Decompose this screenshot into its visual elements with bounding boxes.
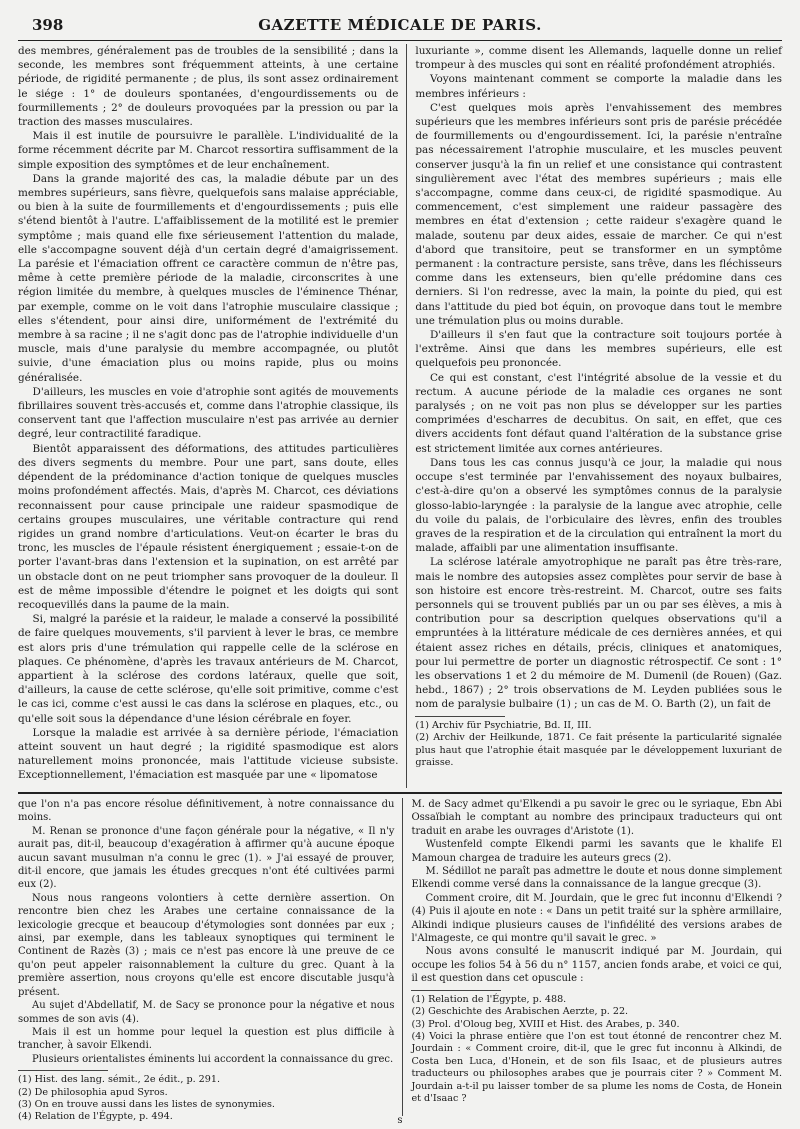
footnote-separator (18, 1070, 108, 1071)
paragraph: Si, malgré la parésie et la raideur, le malade a conservé la possibilité de faire quelques mouvements, s'il parvient à lever le bras, ce membre est alors pris d'une trémulation qui rappelle celle de la sclérose en plaques. Ce phénomène, d'après les travaux antérieurs de M. Charcot, appartient à la sclérose des cordons latéraux, quelle que soit, d'ailleurs, la cause de cette sclérose, qu'elle soit primitive, comme c'est le cas ici, comme c'est aussi le cas dans la sclérose en plaques, etc., ou qu'elle soit sous la dépendance d'une lésion cérébrale en foyer. (18, 613, 399, 725)
paragraph: Bientôt apparaissent des déformations, des attitudes particulières des divers segments du membre. Pour une part, sans doute, elles dépendent de la prédominance d'action tonique de quelques muscles moins profondément affectés. Mais, d'après M. Charcot, ces déviations reconnaissent pour cause principale une raideur spasmodique de certains groupes musculaires, une véritable contracture qui rend rigides un grand nombre d'articulations. Veut-on écarter le bras du tronc, les muscles de l'épaule résistent énergiquement ; essaie-t-on de porter l'avant-bras dans l'extension et la supination, on est arrêté par un obstacle dont on ne peut triompher sans provoquer de la douleur. Il est de même impossible d'étendre le poignet et les doigts qui sont recoquevillés dans la paume de la main. (18, 442, 399, 611)
running-head: GAZETTE MÉDICALE DE PARIS. (258, 16, 542, 34)
paragraph: M. de Sacy admet qu'Elkendi a pu savoir le grec ou le syriaque, Ebn Abi Ossaïbiah le comptant au nombre des principaux traducteurs qui ont traduit en arabe les ouvrages d'Aristote (1). (411, 799, 782, 837)
paragraph: Dans tous les cas connus jusqu'à ce jour, la maladie qui nous occupe s'est terminée par l'envahissement des noyaux bulbaires, c'est-à-dire qu'on a observé les symptômes connus de la paralysie glosso-labio-laryngée : la paralysie de la langue avec atrophie, celle du voile du palais, de l'orbiculaire des lèvres, enfin des troubles graves de la respiration et de la circulation qui entraînent la mort du malade, affaibli par une alimentation insuffisante. (415, 456, 782, 555)
paragraph: Plusieurs orientalistes éminents lui accordent la connaissance du grec. (32, 1053, 394, 1065)
footnote: (3) On en trouve aussi dans les listes de synonymies. (18, 1098, 275, 1110)
footnote: (1) Archiv für Psychiatrie, Bd. II, III. (415, 719, 592, 731)
paragraph: Nous nous rangeons volontiers à cette dernière assertion. On rencontre bien chez les Arabes une certaine connaissance de la lexicologie grecque et beaucoup d'étymologies sont données par eux ; ainsi, par exemple, dans les tableaux synoptiques qui terminent le Continent de Razès (3) ; mais ce n'est pas encore là une preuve de ce qu'on peut appeler raisonnablement la culture du grec. Quant à la première assertion, nous croyons qu'elle est encore discutable jusqu'à présent. (18, 892, 395, 998)
signature-mark: s (397, 1115, 403, 1126)
paragraph: luxuriante », comme disent les Allemands, laquelle donne un relief trompeur à des muscles qui sont en réalité profondément atrophiés. (415, 45, 782, 72)
paragraph: Voyons maintenant comment se comporte la maladie dans les membres inférieurs : (415, 73, 782, 100)
paragraph: Au sujet d'Abdellatif, M. de Sacy se prononce pour la négative et nous sommes de son avis (4). (18, 1000, 395, 1025)
feuilleton (18, 798, 782, 1123)
paragraph: C'est quelques mois après l'envahissement des membres supérieurs que les membres inférieurs sont pris de parésie précédée de fourmillements ou d'engourdissement. Ici, la parésie n'entraîne pas nécessairement l'atrophie musculaire, et les muscles peuvent conserver jusqu'à la fin un relief et une consistance qui contrastent singulièrement avec l'état des membres supérieurs ; mais elle s'accompagne, comme dans ceux-ci, de rigidité spasmodique. Au commencement, c'est simplement une raideur passagère des membres en état d'extension ; cette raideur s'exagère quand le malade, soutenu par deux aides, essaie de marcher. Ce qui n'est d'abord que transitoire, peut se transformer en un symptôme permanent : la contracture persiste, sans trêve, dans les fléchisseurs comme dans les extenseurs, bien qu'elle prédomine dans ces derniers. Si l'on redresse, avec la main, la pointe du pied, qui est dans l'attitude du pied bot équin, on provoque dans tout le membre une trémulation plus ou moins durable. (415, 101, 782, 327)
footnote: (1) Hist. des lang. sémit., 2e édit., p. 291. (18, 1074, 221, 1086)
right-column (407, 44, 782, 788)
footnote-separator (415, 716, 505, 717)
paragraph: D'ailleurs il s'en faut que la contracture soit toujours portée à l'extrême. Ainsi que dans les membres supérieurs, elle est quelquefois peu prononcée. (415, 329, 782, 370)
paragraph: Nous avons consulté le manuscrit indiqué par M. Jourdain, qui occupe les folios 54 à 56 du n° 1157, ancien fonds arabe, et voici ce qui, il est question dans cet opuscule : (411, 946, 782, 985)
bottom-left-column (18, 798, 403, 1123)
paragraph: Lorsque la maladie est arrivée à sa dernière période, l'émaciation atteint souvent un haut degré ; la rigidité spasmodique est alors naturellement moins prononcée, mais l'attitude vicieuse subsiste. Exceptionnellement, l'émaciation est masquée par une « lipomatose (18, 726, 399, 782)
paragraph: que l'on n'a pas encore résolue définitivement, à notre connaissance du moins. (18, 799, 395, 824)
page-number: 398 (32, 16, 64, 34)
paragraph: Mais il est un homme pour lequel la question est plus difficile à trancher, à savoir Elkendi. (18, 1026, 395, 1052)
bottom-right-column (403, 798, 782, 1116)
paragraph: D'ailleurs, les muscles en voie d'atrophie sont agités de mouvements fibrillaires souvent très-accusés et, comme dans l'atrophie classique, ils conservent tant que l'affection musculaire n'est pas arrivée au dernier degré, leur contractilité faradique. (18, 385, 399, 441)
paragraph: M. Renan se prononce d'une façon générale pour la négative, « Il n'y aurait pas, dit-il, beaucoup d'exagération à affirmer qu'à aucune époque aucun savant musulman n'a connu le grec (1). » J'ai essayé de prouver, dit-il encore, que jamais les études grecques n'ont été cultivées parmi eux (2). (18, 825, 395, 891)
footnote: (2) Geschichte des Arabischen Aerzte, p. 22. (411, 1006, 629, 1018)
footnote: (2) Archiv der Heilkunde, 1871. Ce fait présente la particularité signalée plus haut que l'atrophie était masquée par le développement luxuriant de graisse. (415, 732, 782, 769)
header-rule (18, 40, 782, 41)
paragraph: Dans la grande majorité des cas, la maladie débute par un des membres supérieurs, sans fièvre, quelquefois sans malaise appréciable, ou bien à la suite de fourmillements et d'engourdissements ; puis elle s'étend bientôt à l'autre. L'affaiblissement de la motilité est le premier symptôme ; mais quand elle fixe sérieusement l'attention du malade, elle s'accompagne souvent déjà d'un certain degré d'amaigrissement. La parésie et l'émaciation offrent ce caractère commun de n'être pas, même à cette première période de la maladie, circonscrites à une région limitée du membre, à quelques muscles de l'éminence Thénar, par exemple, comme on le voit dans l'atrophie musculaire classique ; elles s'étendent, pour ainsi dire, uniformément de l'extrémité du membre à sa racine ; il ne s'agit donc pas de l'atrophie individuelle d'un muscle, mais d'une paralysie du membre accompagnée, ou plutôt suivie, d'une émaciation plus ou moins rapide, plus ou moins généralisée. (18, 172, 399, 384)
left-column (18, 44, 407, 788)
footnote: (3) Prol. d'Oloug beg, XVIII et Hist. des Arabes, p. 340. (411, 1018, 680, 1030)
main-article (18, 44, 782, 788)
paragraph: Mais il est inutile de poursuivre le parallèle. L'individualité de la forme récemment décrite par M. Charcot ressortira suffisamment de la simple exposition des symptômes et de leur enchaînement. (18, 130, 399, 171)
footnote: (1) Relation de l'Égypte, p. 488. (411, 993, 567, 1005)
paragraph: M. Sédillot ne paraît pas admettre le doute et nous donne simplement Elkendi comme versé dans la connaissance de la langue grecque (3). (411, 866, 782, 891)
footnote: (2) De philosophia apud Syros. (18, 1086, 168, 1098)
paragraph: La sclérose latérale amyotrophique ne paraît pas être très-rare, mais le nombre des autopsies assez complètes pour servir de base à son histoire est encore très-restreint. M. Charcot, outre ses faits personnels qui se trouvent publiés par un ou par ses élèves, a mis à contribution pour sa description quelques observations qu'il a empruntées à la littérature médicale de ces dernières années, et qui étaient assez riches en détails, précis, cliniques et anatomiques, pour lui permettre de porter un diagnostic rétrospectif. Ce sont : 1° les observations 1 et 2 du mémoire de M. Dumenil (de Rouen) (Gaz. hebd., 1867) ; 2° trois observations de M. Leyden publiées sous le nom de paralysie bulbaire (1) ; un cas de M. O. Barth (2), un fait de (415, 556, 782, 711)
paragraph: Ce qui est constant, c'est l'intégrité absolue de la vessie et du rectum. A aucune période de la maladie ces organes ne sont paralysés ; on ne voit pas non plus se développer sur les parties comprimées d'escharres de decubitus. On sait, en effet, que ces divers accidents font défaut quand l'altération de la substance grise est strictement limitée aux cornes antérieures. (415, 371, 782, 455)
page-header (18, 12, 782, 40)
footnote: (4) Voici la phrase entière que l'on est tout étonné de rencontrer chez M. Jourdain : « Comment croire, dit-il, que le grec fut inconnu à Alkindi, de Costa ben Luca, d'Honein, et de son fils Isaac, et de plusieurs autres traducteurs ou philosophes arabes que je pourrais citer ? » Comment M. Jourdain a-t-il pu laisser tomber de sa plume les noms de Costa, de Honein et d'Isaac ? (411, 1030, 782, 1104)
paragraph: des membres, généralement pas de troubles de la sensibilité ; dans la seconde, les membres sont fréquemment atteints, à une certaine période, de rigidité permanente ; de plus, ils sont assez ordinairement le siége : 1° de douleurs spontanées, d'engourdissements ou de fourmillements ; 2° de douleurs provoquées par la pression ou par la traction des masses musculaires. (18, 45, 399, 129)
paragraph: Comment croire, dit M. Jourdain, que le grec fut inconnu d'Elkendi ? (4) Puis il ajoute en note : « Dans un petit traité sur la sphère armillaire, Alkindi indique plusieurs causes de l'infidélité des versions arabes de l'Almageste, ce qui montre qu'il savait le grec. » (411, 892, 782, 945)
paragraph: Wustenfeld compte Elkendi parmi les savants que le khalife El Mamoun chargea de traduire les auteurs grecs (2). (411, 839, 782, 864)
footnote-separator (411, 990, 501, 991)
footnote: (4) Relation de l'Égypte, p. 494. (18, 1111, 173, 1123)
section-rule (18, 792, 782, 794)
